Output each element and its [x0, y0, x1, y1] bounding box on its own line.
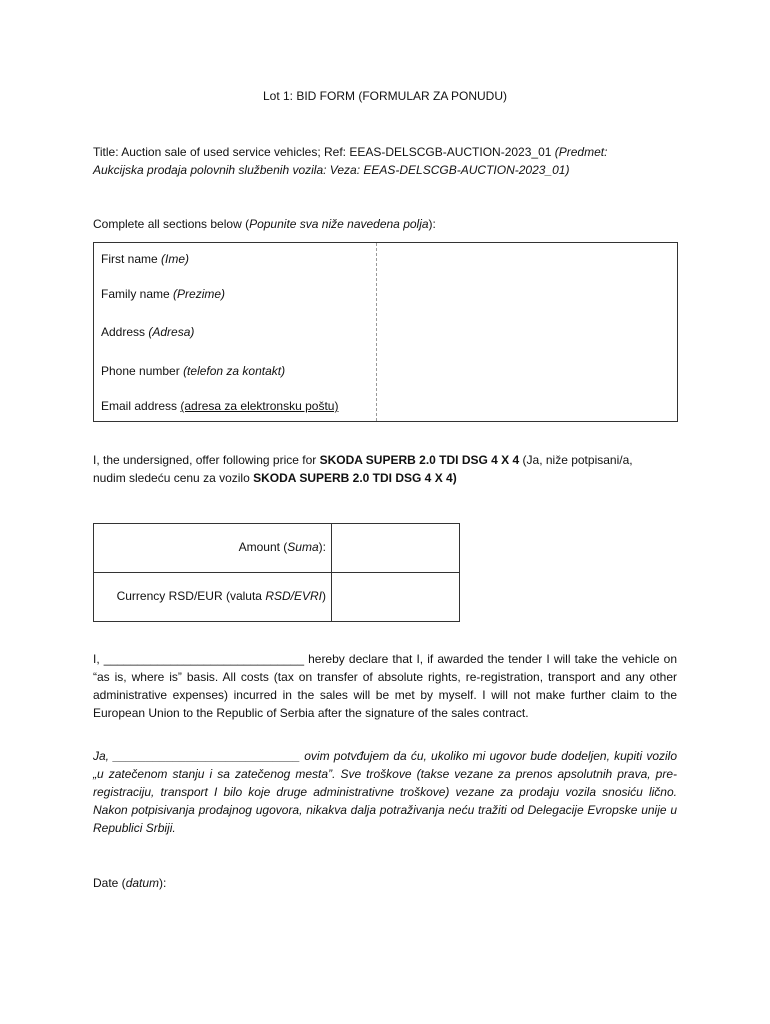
instructions-suffix: ): — [428, 217, 436, 231]
declaration-english: I, ______________________________ hereby declare that I, if awarded the tender I will take the vehicle on “as is, where is” basis. All costs (tax on transfer of absolute rights, re-registration, transport and any other administrative expenses) incurred in the sales will be met by myself. I will not make further claim to the European Union to the Republic of Serbia after the signature of the sales contract. — [93, 652, 677, 720]
date-line — [93, 874, 677, 892]
phone-label: Phone number — [101, 364, 184, 378]
address-translation: (Adresa) — [148, 325, 195, 339]
date-label: Date ( — [93, 876, 126, 890]
offer-text: I, the undersigned, offer following price for — [93, 453, 320, 467]
family-name-row — [101, 287, 225, 301]
amount-label-text: Amount ( — [238, 540, 288, 554]
vehicle-name: SKODA SUPERB 2.0 TDI DSG 4 X 4 — [319, 453, 520, 467]
email-translation: (adresa za elektronsku poštu) — [180, 399, 339, 413]
currency-label — [117, 589, 326, 603]
amount-label-suffix: ): — [318, 540, 326, 554]
currency-label-translation: RSD/EVRI — [265, 589, 322, 603]
table-divider — [376, 243, 377, 421]
subject-text: Title: Auction sale of used service vehicles; Ref: EEAS-DELSCGB-AUCTION-2023_01 — [93, 145, 555, 159]
family-name-label: Family name — [101, 287, 174, 301]
amount-table — [93, 523, 460, 622]
address-row — [101, 325, 194, 339]
first-name-translation: (Ime) — [161, 252, 190, 266]
instructions-translation: Popunite sva niže navedena polja — [249, 217, 429, 231]
offer-paragraph — [93, 451, 677, 487]
currency-label-suffix: ) — [322, 589, 326, 603]
page-title: Lot 1: BID FORM (FORMULAR ZA PONUDU) — [262, 89, 508, 103]
first-name-row — [101, 252, 189, 266]
date-translation: datum — [125, 876, 160, 890]
phone-row — [101, 364, 285, 378]
family-name-translation: (Prezime) — [173, 287, 226, 301]
date-suffix: ): — [159, 876, 167, 890]
address-label: Address — [101, 325, 149, 339]
subject-paragraph — [93, 143, 677, 179]
amount-label — [239, 540, 326, 554]
offer-translation: nudim sledeću cenu za vozilo — [93, 471, 254, 485]
instructions-text: Complete all sections below ( — [93, 217, 250, 231]
currency-label-text: Currency RSD/EUR (valuta — [116, 589, 266, 603]
personal-info-table — [93, 242, 678, 422]
subject-translation-start: (Predmet: — [554, 145, 608, 159]
amount-label-translation: Suma — [287, 540, 319, 554]
first-name-label: First name — [101, 252, 162, 266]
vehicle-name-translation: SKODA SUPERB 2.0 TDI DSG 4 X 4) — [253, 471, 457, 485]
email-row — [101, 399, 338, 413]
subject-translation: Aukcijska prodaja polovnih službenih vozila: Veza: EEAS-DELSCGB-AUCTION-2023_01) — [93, 163, 570, 177]
offer-translation-start: (Ja, niže potpisani/a, — [519, 453, 633, 467]
phone-translation: (telefon za kontakt) — [183, 364, 286, 378]
instructions-paragraph — [93, 215, 677, 233]
email-label: Email address — [101, 399, 181, 413]
declaration-serbian: Ja, ____________________________ ovim potvđujem da ću, ukoliko mi ugovor bude dodeljen, kupiti vozilo „u zatečenom stanju i sa zatečenog mesta”. Sve troškove (takse vezane za prenos apsolutnih prava, pre-registraciju, transport I bilo koje druge administrativne troškove) vezane za prodaju vozila snosiću lično. Nakon potpisivanja prodajnog ugovora, nikakva dalja potraživanja neću tražiti od Delegacije Evropske unije u Republici Srbiji. — [93, 749, 677, 835]
amount-table-row-divider — [94, 572, 459, 573]
